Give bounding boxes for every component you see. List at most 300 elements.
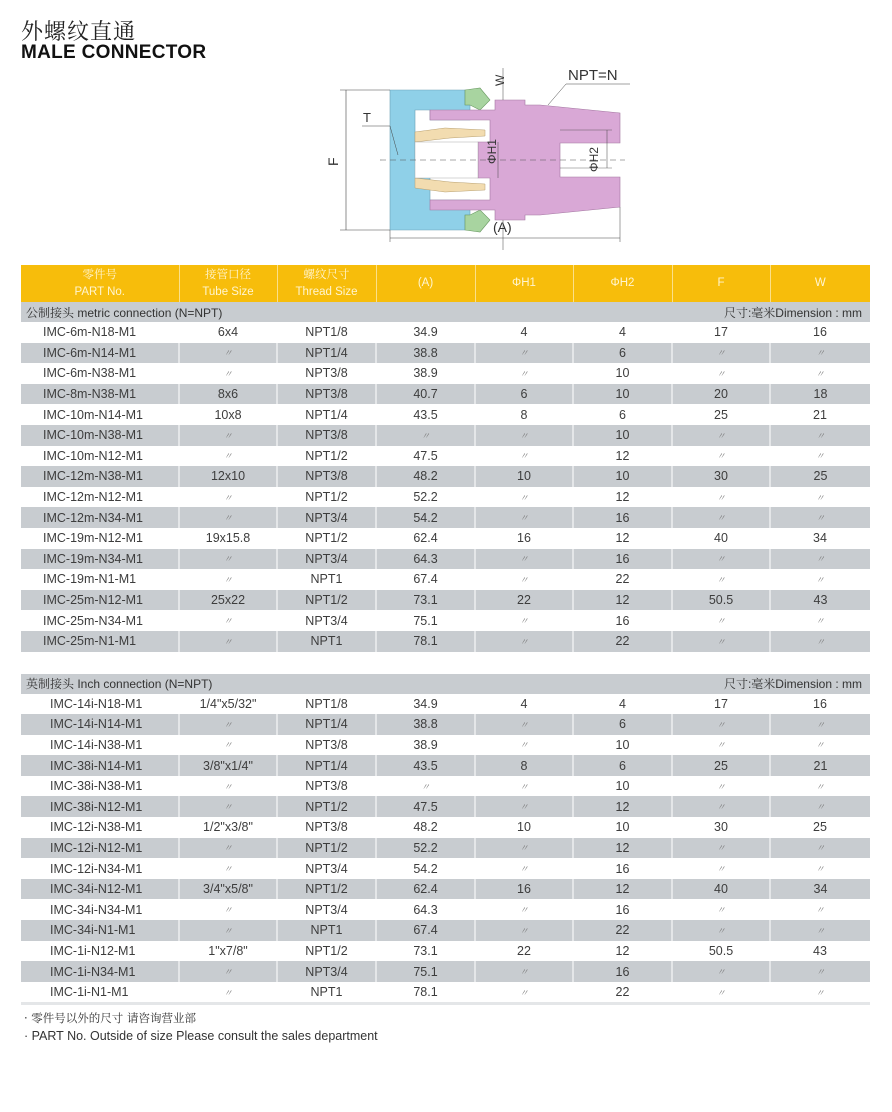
dim-h2-cell: 16 — [573, 549, 672, 570]
tube-size-cell: 〃 — [179, 899, 277, 920]
part-number-cell: IMC-6m-N14-M1 — [21, 343, 179, 364]
dim-a-cell: 62.4 — [376, 879, 475, 900]
dim-h2-cell: 12 — [573, 446, 672, 467]
section-header-row — [21, 302, 870, 322]
table-row — [21, 343, 870, 364]
dim-h2-cell: 12 — [573, 796, 672, 817]
dim-h1-cell: 〃 — [475, 899, 573, 920]
part-number-cell: IMC-38i-N12-M1 — [21, 796, 179, 817]
column-header-en: PART No. — [74, 285, 125, 298]
dim-h1-cell: 〃 — [475, 796, 573, 817]
thread-size-cell: NPT1/2 — [277, 879, 376, 900]
thread-size-cell: NPT3/4 — [277, 858, 376, 879]
table-row — [21, 425, 870, 446]
table-row — [21, 735, 870, 756]
dim-w-cell: 43 — [770, 941, 870, 962]
dim-a-cell: 47.5 — [376, 446, 475, 467]
dim-f-cell: 〃 — [672, 631, 770, 652]
dim-f-cell: 25 — [672, 755, 770, 776]
part-number-cell: IMC-6m-N38-M1 — [21, 363, 179, 384]
dim-w-cell: 〃 — [770, 549, 870, 570]
part-number-cell: IMC-14i-N14-M1 — [21, 714, 179, 735]
dim-a-cell: 〃 — [376, 425, 475, 446]
spec-table — [21, 265, 870, 1005]
dim-a-cell: 67.4 — [376, 920, 475, 941]
dim-w-cell: 21 — [770, 755, 870, 776]
dim-f-cell: 〃 — [672, 549, 770, 570]
dim-h1-cell: 〃 — [475, 735, 573, 756]
footnote-chinese: · 零件号以外的尺寸 请咨询营业部 — [24, 1011, 196, 1025]
dim-w-cell: 〃 — [770, 425, 870, 446]
tube-size-cell: 1/4"x5/32" — [179, 694, 277, 715]
table-row — [21, 755, 870, 776]
tube-size-cell: 〃 — [179, 343, 277, 364]
dim-f-cell: 30 — [672, 466, 770, 487]
label-npt: NPT=N — [568, 67, 618, 84]
thread-size-cell: NPT1/4 — [277, 404, 376, 425]
thread-size-cell: NPT3/8 — [277, 384, 376, 405]
column-header-en: W — [814, 277, 826, 289]
part-number-cell: IMC-14i-N18-M1 — [21, 694, 179, 715]
dim-f-cell: 〃 — [672, 961, 770, 982]
table-row — [21, 610, 870, 631]
column-header-en: ΦH1 — [512, 277, 536, 289]
dim-h1-cell: 〃 — [475, 961, 573, 982]
page-title-chinese: 外螺纹直通 — [21, 20, 137, 45]
dim-h1-cell: 16 — [475, 528, 573, 549]
part-number-cell: IMC-14i-N38-M1 — [21, 735, 179, 756]
part-number-cell: IMC-25m-N12-M1 — [21, 590, 179, 611]
dim-f-cell: 50.5 — [672, 941, 770, 962]
part-number-cell: IMC-12m-N34-M1 — [21, 507, 179, 528]
dim-h1-cell: 〃 — [475, 549, 573, 570]
thread-size-cell: NPT3/4 — [277, 610, 376, 631]
dim-a-cell: 48.2 — [376, 817, 475, 838]
table-row — [21, 941, 870, 962]
part-number-cell: IMC-10m-N14-M1 — [21, 404, 179, 425]
dim-h1-cell: 22 — [475, 941, 573, 962]
dim-w-cell: 18 — [770, 384, 870, 405]
dim-f-cell: 〃 — [672, 610, 770, 631]
section-unit: 尺寸:毫米Dimension : mm — [475, 302, 870, 322]
tube-size-cell: 25x22 — [179, 590, 277, 611]
part-number-cell: IMC-8m-N38-M1 — [21, 384, 179, 405]
dim-a-cell: 40.7 — [376, 384, 475, 405]
part-number-cell: IMC-19m-N12-M1 — [21, 528, 179, 549]
tube-size-cell: 〃 — [179, 610, 277, 631]
tube-size-cell: 〃 — [179, 982, 277, 1003]
dim-w-cell: 〃 — [770, 446, 870, 467]
dim-a-cell: 43.5 — [376, 755, 475, 776]
dim-f-cell: 40 — [672, 879, 770, 900]
table-row — [21, 631, 870, 652]
dim-a-cell: 78.1 — [376, 982, 475, 1003]
dim-a-cell: 73.1 — [376, 590, 475, 611]
dim-h1-cell: 8 — [475, 755, 573, 776]
column-header — [573, 265, 672, 302]
dim-h2-cell: 12 — [573, 528, 672, 549]
part-number-cell: IMC-1i-N34-M1 — [21, 961, 179, 982]
dim-h1-cell: 4 — [475, 694, 573, 715]
table-row — [21, 466, 870, 487]
table-row — [21, 961, 870, 982]
header-row — [21, 265, 870, 302]
dim-h1-cell: 〃 — [475, 982, 573, 1003]
dim-h2-cell: 6 — [573, 755, 672, 776]
dim-h1-cell: 〃 — [475, 838, 573, 859]
dim-f-cell: 17 — [672, 322, 770, 343]
column-header — [475, 265, 573, 302]
dim-a-cell: 67.4 — [376, 569, 475, 590]
column-header-cn: 接管口径 — [205, 268, 251, 281]
dim-w-cell: 〃 — [770, 961, 870, 982]
part-number-cell: IMC-1i-N1-M1 — [21, 982, 179, 1003]
part-number-cell: IMC-25m-N1-M1 — [21, 631, 179, 652]
section-label: 英制接头 Inch connection (N=NPT) — [21, 674, 475, 694]
dim-w-cell: 〃 — [770, 487, 870, 508]
tube-size-cell: 3/4"x5/8" — [179, 879, 277, 900]
dim-h2-cell: 10 — [573, 735, 672, 756]
thread-size-cell: NPT3/8 — [277, 466, 376, 487]
dim-h2-cell: 12 — [573, 487, 672, 508]
part-number-cell: IMC-12i-N34-M1 — [21, 858, 179, 879]
dim-f-cell: 〃 — [672, 982, 770, 1003]
tube-size-cell: 〃 — [179, 776, 277, 797]
dim-a-cell: 64.3 — [376, 899, 475, 920]
tube-size-cell: 10x8 — [179, 404, 277, 425]
dim-h1-cell: 〃 — [475, 631, 573, 652]
thread-size-cell: NPT1/4 — [277, 714, 376, 735]
end-line-cell — [21, 1002, 870, 1005]
dim-a-cell: 54.2 — [376, 858, 475, 879]
dim-h2-cell: 16 — [573, 507, 672, 528]
dim-w-cell: 〃 — [770, 569, 870, 590]
dim-h2-cell: 10 — [573, 384, 672, 405]
dim-f-cell: 〃 — [672, 343, 770, 364]
dim-f-cell: 〃 — [672, 858, 770, 879]
table-row — [21, 507, 870, 528]
dim-h1-cell: 〃 — [475, 776, 573, 797]
dim-h2-cell: 10 — [573, 363, 672, 384]
dim-f-cell: 〃 — [672, 569, 770, 590]
dim-a-cell: 〃 — [376, 776, 475, 797]
tube-size-cell: 8x6 — [179, 384, 277, 405]
thread-size-cell: NPT1/2 — [277, 446, 376, 467]
tube-size-cell: 〃 — [179, 446, 277, 467]
tube-size-cell: 〃 — [179, 858, 277, 879]
label-f: F — [325, 157, 341, 166]
dim-a-cell: 75.1 — [376, 610, 475, 631]
dim-f-cell: 17 — [672, 694, 770, 715]
dim-f-cell: 〃 — [672, 425, 770, 446]
tube-size-cell: 〃 — [179, 920, 277, 941]
tube-size-cell: 19x15.8 — [179, 528, 277, 549]
tube-size-cell: 1"x7/8" — [179, 941, 277, 962]
dim-h2-cell: 10 — [573, 425, 672, 446]
dim-w-cell: 25 — [770, 466, 870, 487]
dim-h2-cell: 6 — [573, 343, 672, 364]
thread-size-cell: NPT1/2 — [277, 590, 376, 611]
dim-a-cell: 75.1 — [376, 961, 475, 982]
dim-h2-cell: 22 — [573, 982, 672, 1003]
tube-size-cell: 12x10 — [179, 466, 277, 487]
dim-h2-cell: 12 — [573, 879, 672, 900]
label-h2: ΦH2 — [587, 147, 601, 172]
table-row — [21, 363, 870, 384]
dim-w-cell: 〃 — [770, 982, 870, 1003]
tube-size-cell: 3/8"x1/4" — [179, 755, 277, 776]
dim-f-cell: 〃 — [672, 796, 770, 817]
thread-size-cell: NPT3/8 — [277, 735, 376, 756]
dim-a-cell: 64.3 — [376, 549, 475, 570]
connector-diagram — [310, 60, 640, 250]
part-number-cell: IMC-12m-N38-M1 — [21, 466, 179, 487]
dim-h1-cell: 〃 — [475, 920, 573, 941]
dim-a-cell: 52.2 — [376, 487, 475, 508]
dim-f-cell: 〃 — [672, 838, 770, 859]
dim-h1-cell: 〃 — [475, 610, 573, 631]
table-row — [21, 920, 870, 941]
table-row — [21, 404, 870, 425]
dim-a-cell: 38.8 — [376, 714, 475, 735]
dim-w-cell: 〃 — [770, 858, 870, 879]
thread-size-cell: NPT1/2 — [277, 838, 376, 859]
dim-w-cell: 〃 — [770, 507, 870, 528]
tube-size-cell: 6x4 — [179, 322, 277, 343]
dim-f-cell: 〃 — [672, 714, 770, 735]
tube-size-cell: 〃 — [179, 714, 277, 735]
thread-size-cell: NPT3/4 — [277, 507, 376, 528]
tube-size-cell: 〃 — [179, 507, 277, 528]
dim-a-cell: 43.5 — [376, 404, 475, 425]
part-number-cell: IMC-1i-N12-M1 — [21, 941, 179, 962]
dim-w-cell: 〃 — [770, 714, 870, 735]
table-row — [21, 694, 870, 715]
column-header — [21, 265, 179, 302]
part-number-cell: IMC-10m-N38-M1 — [21, 425, 179, 446]
tube-size-cell: 〃 — [179, 487, 277, 508]
column-header — [770, 265, 870, 302]
table-row — [21, 322, 870, 343]
dim-w-cell: 16 — [770, 694, 870, 715]
thread-size-cell: NPT1/4 — [277, 343, 376, 364]
part-number-cell: IMC-12i-N38-M1 — [21, 817, 179, 838]
section-end-line — [21, 1002, 870, 1005]
dim-a-cell: 38.9 — [376, 363, 475, 384]
dim-h2-cell: 16 — [573, 858, 672, 879]
label-a: (A) — [493, 219, 512, 235]
dim-a-cell: 34.9 — [376, 694, 475, 715]
dim-h2-cell: 22 — [573, 569, 672, 590]
dim-h2-cell: 10 — [573, 776, 672, 797]
dim-h1-cell: 10 — [475, 466, 573, 487]
dim-a-cell: 73.1 — [376, 941, 475, 962]
dim-w-cell: 〃 — [770, 631, 870, 652]
dim-h1-cell: 〃 — [475, 425, 573, 446]
table-row — [21, 487, 870, 508]
thread-size-cell: NPT3/4 — [277, 549, 376, 570]
dim-h1-cell: 22 — [475, 590, 573, 611]
dim-f-cell: 〃 — [672, 487, 770, 508]
dim-w-cell: 25 — [770, 817, 870, 838]
dim-h1-cell: 〃 — [475, 858, 573, 879]
table-row — [21, 528, 870, 549]
dim-f-cell: 40 — [672, 528, 770, 549]
section-spacer — [21, 652, 870, 674]
dim-a-cell: 47.5 — [376, 796, 475, 817]
thread-size-cell: NPT3/4 — [277, 961, 376, 982]
dim-w-cell: 〃 — [770, 776, 870, 797]
npt-leader-2 — [548, 84, 566, 105]
column-header-cn: 零件号 — [82, 268, 117, 281]
dim-h2-cell: 16 — [573, 610, 672, 631]
dim-a-cell: 54.2 — [376, 507, 475, 528]
table-row — [21, 776, 870, 797]
dim-f-cell: 〃 — [672, 446, 770, 467]
dim-f-cell: 〃 — [672, 507, 770, 528]
part-number-cell: IMC-12i-N12-M1 — [21, 838, 179, 859]
thread-size-cell: NPT1/8 — [277, 322, 376, 343]
dim-h1-cell: 10 — [475, 817, 573, 838]
dim-w-cell: 34 — [770, 879, 870, 900]
dim-h1-cell: 〃 — [475, 569, 573, 590]
dim-h2-cell: 22 — [573, 631, 672, 652]
dim-h1-cell: 〃 — [475, 446, 573, 467]
column-header-en: (A) — [417, 277, 434, 289]
thread-size-cell: NPT3/8 — [277, 817, 376, 838]
label-t: T — [363, 110, 371, 125]
dim-w-cell: 34 — [770, 528, 870, 549]
footnotes — [24, 1009, 378, 1045]
tube-size-cell: 〃 — [179, 631, 277, 652]
table-row — [21, 446, 870, 467]
label-h1: ΦH1 — [485, 139, 499, 164]
dim-h1-cell: 8 — [475, 404, 573, 425]
part-number-cell: IMC-19m-N34-M1 — [21, 549, 179, 570]
tube-size-cell: 〃 — [179, 549, 277, 570]
thread-size-cell: NPT1/2 — [277, 487, 376, 508]
thread-size-cell: NPT3/4 — [277, 899, 376, 920]
dim-w-cell: 43 — [770, 590, 870, 611]
tube-size-cell: 〃 — [179, 735, 277, 756]
thread-size-cell: NPT1/4 — [277, 755, 376, 776]
dim-h2-cell: 6 — [573, 714, 672, 735]
tube-size-cell: 〃 — [179, 425, 277, 446]
thread-size-cell: NPT1/2 — [277, 796, 376, 817]
dim-a-cell: 62.4 — [376, 528, 475, 549]
part-number-cell: IMC-34i-N1-M1 — [21, 920, 179, 941]
dim-a-cell: 48.2 — [376, 466, 475, 487]
dim-h1-cell: 4 — [475, 322, 573, 343]
part-number-cell: IMC-10m-N12-M1 — [21, 446, 179, 467]
thread-size-cell: NPT1 — [277, 631, 376, 652]
dim-a-cell: 38.9 — [376, 735, 475, 756]
dim-h2-cell: 4 — [573, 322, 672, 343]
tube-size-cell: 〃 — [179, 569, 277, 590]
section-header-row — [21, 674, 870, 694]
dim-f-cell: 30 — [672, 817, 770, 838]
dim-h2-cell: 10 — [573, 466, 672, 487]
table-row — [21, 796, 870, 817]
section-label: 公制接头 metric connection (N=NPT) — [21, 302, 475, 322]
page-title-english: MALE CONNECTOR — [21, 42, 207, 63]
part-number-cell: IMC-34i-N34-M1 — [21, 899, 179, 920]
dim-h2-cell: 12 — [573, 941, 672, 962]
dim-f-cell: 20 — [672, 384, 770, 405]
part-number-cell: IMC-25m-N34-M1 — [21, 610, 179, 631]
label-w: W — [493, 74, 507, 86]
thread-size-cell: NPT1/2 — [277, 528, 376, 549]
part-number-cell: IMC-12m-N12-M1 — [21, 487, 179, 508]
table-row — [21, 384, 870, 405]
dim-w-cell: 〃 — [770, 796, 870, 817]
table-row — [21, 838, 870, 859]
part-number-cell: IMC-6m-N18-M1 — [21, 322, 179, 343]
dim-w-cell: 〃 — [770, 838, 870, 859]
dim-f-cell: 〃 — [672, 363, 770, 384]
dim-h2-cell: 12 — [573, 590, 672, 611]
dim-a-cell: 34.9 — [376, 322, 475, 343]
column-header-en: Tube Size — [202, 285, 254, 298]
dim-f-cell: 〃 — [672, 776, 770, 797]
dim-h2-cell: 22 — [573, 920, 672, 941]
sleeve-shape-top — [415, 128, 485, 142]
table-row — [21, 817, 870, 838]
table-row — [21, 714, 870, 735]
thread-size-cell: NPT1 — [277, 920, 376, 941]
column-header-en: ΦH2 — [610, 277, 635, 289]
dim-f-cell: 〃 — [672, 735, 770, 756]
tube-size-cell: 〃 — [179, 363, 277, 384]
dim-w-cell: 〃 — [770, 343, 870, 364]
column-header — [277, 265, 376, 302]
dim-h1-cell: 〃 — [475, 507, 573, 528]
dim-w-cell: 〃 — [770, 610, 870, 631]
dim-a-cell: 52.2 — [376, 838, 475, 859]
dim-h1-cell: 〃 — [475, 363, 573, 384]
thread-size-cell: NPT1 — [277, 569, 376, 590]
dim-f-cell: 25 — [672, 404, 770, 425]
thread-size-cell: NPT3/8 — [277, 425, 376, 446]
dim-h1-cell: 〃 — [475, 714, 573, 735]
column-header-cn: 螺纹尺寸 — [303, 268, 350, 281]
dim-h1-cell: 〃 — [475, 343, 573, 364]
thread-size-cell: NPT1/8 — [277, 694, 376, 715]
part-number-cell: IMC-38i-N14-M1 — [21, 755, 179, 776]
column-header-en: F — [717, 277, 725, 289]
part-number-cell: IMC-34i-N12-M1 — [21, 879, 179, 900]
spacer-cell — [21, 652, 870, 674]
table-row — [21, 858, 870, 879]
column-header — [672, 265, 770, 302]
column-header — [179, 265, 277, 302]
dim-f-cell: 〃 — [672, 899, 770, 920]
thread-size-cell: NPT1 — [277, 982, 376, 1003]
dim-w-cell: 〃 — [770, 920, 870, 941]
dim-h2-cell: 16 — [573, 961, 672, 982]
dim-h2-cell: 10 — [573, 817, 672, 838]
dim-w-cell: 〃 — [770, 735, 870, 756]
thread-size-cell: NPT1/2 — [277, 941, 376, 962]
dim-h2-cell: 16 — [573, 899, 672, 920]
column-header-en: Thread Size — [295, 285, 358, 298]
dim-h1-cell: 〃 — [475, 487, 573, 508]
dim-w-cell: 〃 — [770, 899, 870, 920]
dim-w-cell: 21 — [770, 404, 870, 425]
table-row — [21, 569, 870, 590]
part-number-cell: IMC-38i-N38-M1 — [21, 776, 179, 797]
dim-a-cell: 78.1 — [376, 631, 475, 652]
